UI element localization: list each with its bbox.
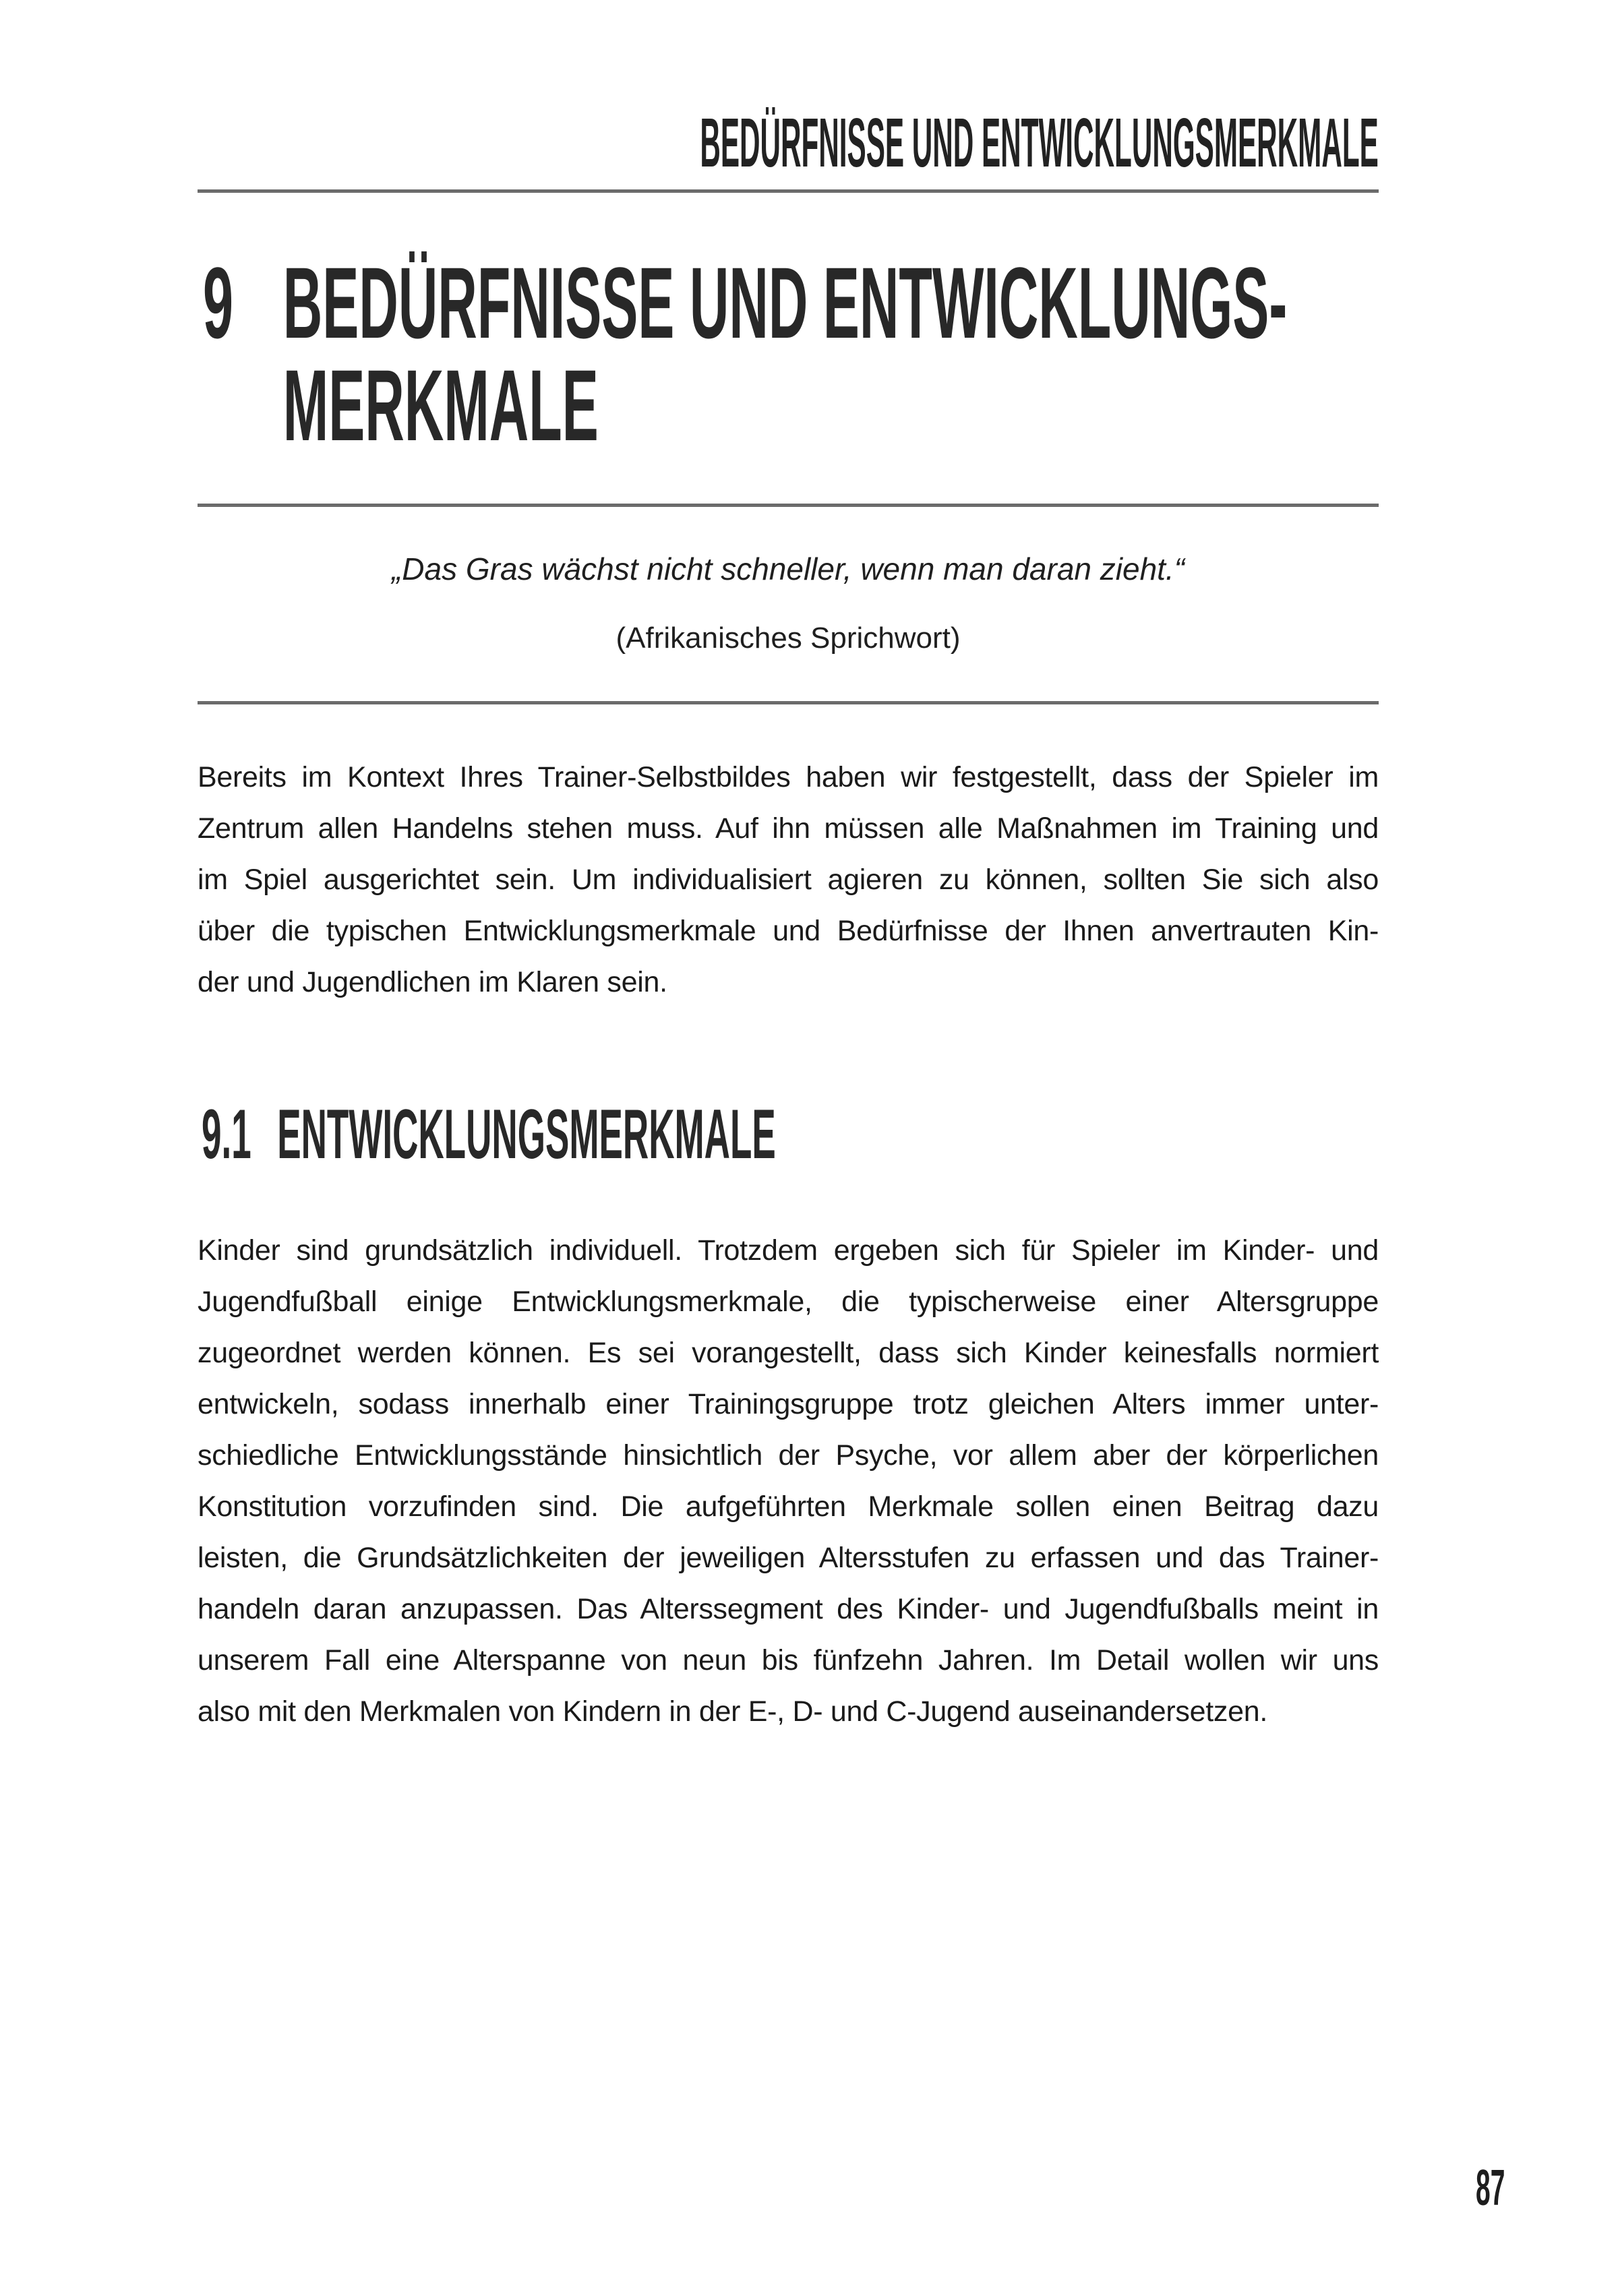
body-line: Konstitution vorzufinden sind. Die aufgeführten Merkmale sollen einen Beitrag dazu [198, 1490, 1379, 1523]
header-rule [198, 189, 1379, 193]
chapter-title-text-line2: MERKMALE [282, 349, 599, 462]
chapter-title [203, 246, 1288, 462]
body-line: schiedliche Entwicklungsstände hinsichtlich der Psyche, vor allem aber der körperlichen [198, 1439, 1379, 1472]
section-paragraph [198, 1225, 1379, 1737]
body-line: im Spiel ausgerichtet sein. Um individualisiert agieren zu können, sollten Sie sich also [198, 864, 1379, 896]
running-header: BEDÜRFNISSE UND ENTWICKLUNGSMERKMALE [700, 104, 1379, 181]
body-line: Zentrum allen Handelns stehen muss. Auf ihn müssen alle Maßnahmen im Training und [198, 812, 1379, 845]
body-line: zugeordnet werden können. Es sei vorangestellt, dass sich Kinder keinesfalls normiert [198, 1337, 1379, 1369]
title-rule [198, 504, 1379, 507]
epigraph-quote: „Das Gras wächst nicht schneller, wenn man daran zieht.“ [391, 551, 1185, 586]
intro-paragraph [198, 752, 1379, 1008]
body-line: entwickeln, sodass innerhalb einer Trainingsgruppe trotz gleichen Alters immer unter- [198, 1388, 1379, 1420]
body-line: Bereits im Kontext Ihres Trainer-Selbstbildes haben wir festgestellt, dass der Spieler im [198, 761, 1379, 793]
body-line: handeln daran anzupassen. Das Alterssegment des Kinder- und Jugendfußballs meint in [198, 1593, 1379, 1625]
body-line: Kinder sind grundsätzlich individuell. Trotzdem ergeben sich für Spieler im Kinder- und [198, 1234, 1379, 1267]
chapter-title-line1 [203, 246, 1288, 359]
section-title-text: ENTWICKLUNGSMERKMALE [277, 1095, 776, 1174]
section-heading [202, 1095, 776, 1174]
body-line: Jugendfußball einige Entwicklungsmerkmale, die typischerweise einer Altersgruppe [198, 1286, 1379, 1318]
body-line: der und Jugendlichen im Klaren sein. [198, 966, 667, 998]
body-line: leisten, die Grundsätzlichkeiten der jeweiligen Altersstufen zu erfassen und das Trainer- [198, 1542, 1379, 1574]
page-number: 87 [1475, 2159, 1505, 2216]
body-line: unserem Fall eine Alterspanne von neun bis fünfzehn Jahren. Im Detail wollen wir uns [198, 1644, 1379, 1676]
body-line: also mit den Merkmalen von Kindern in der E-, D- und C-Jugend auseinandersetzen. [198, 1695, 1267, 1728]
epigraph-attribution: (Afrikanisches Sprichwort) [616, 622, 961, 655]
chapter-number: 9 [203, 246, 234, 359]
epigraph-rule [198, 701, 1379, 704]
section-number: 9.1 [202, 1095, 251, 1174]
body-line: über die typischen Entwicklungsmerkmale und Bedürfnisse der Ihnen anvertrauten Kin- [198, 915, 1379, 947]
chapter-title-text-line1: BEDÜRFNISSE UND ENTWICKLUNGS- [282, 246, 1288, 359]
